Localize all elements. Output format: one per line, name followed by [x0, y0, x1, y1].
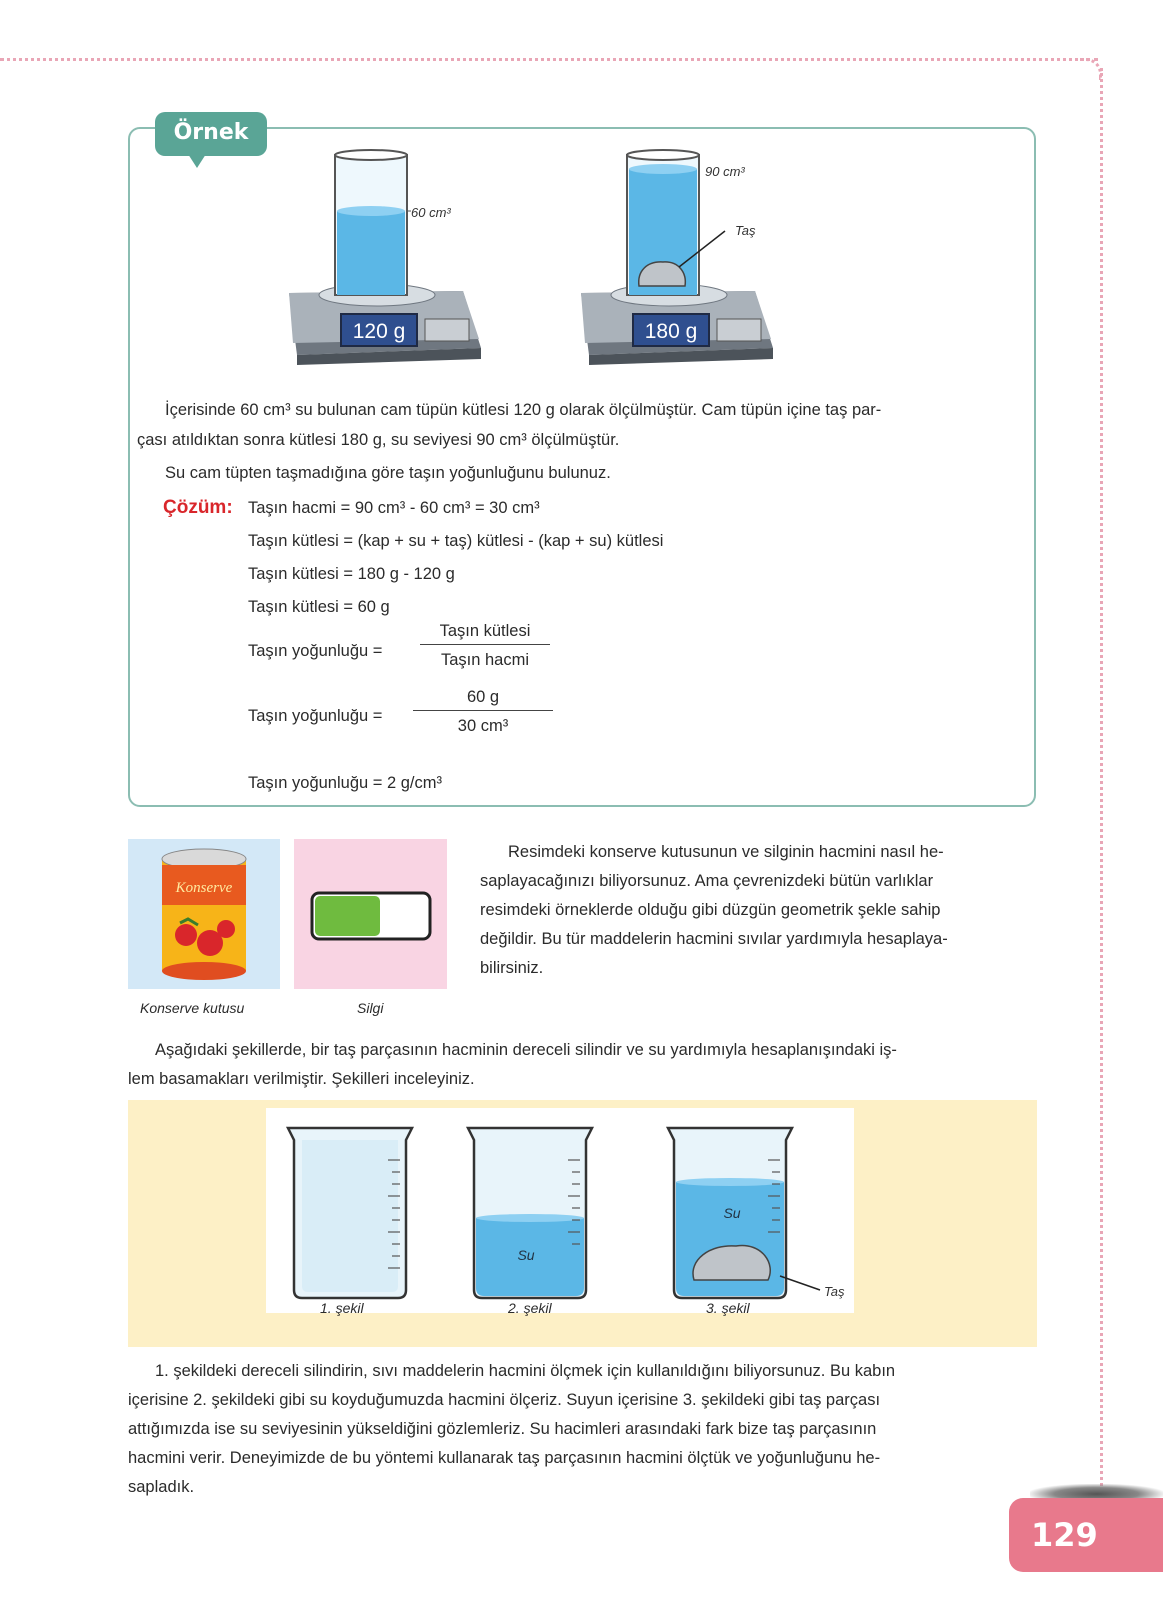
objects-paragraph-line-4: değildir. Bu tür maddelerin hacmini sıvılar yardımıyla hesaplaya- [480, 930, 948, 948]
figure-3-water-label: Su [723, 1205, 741, 1221]
page-number: 129 [1009, 1498, 1163, 1572]
scale-with-cylinder-2 [575, 143, 805, 373]
objects-paragraph-line-1: Resimdeki konserve kutusunun ve silginin hacmini nasıl he- [508, 843, 944, 861]
intro-line-1: Aşağıdaki şekillerde, bir taş parçasının hacminin dereceli silindir ve su yardımıyla hesaplanışındaki iş- [155, 1041, 897, 1059]
fraction-density-formula [420, 622, 550, 670]
page-border-right [1100, 68, 1103, 1498]
intro-line-2: lem basamakları verilmiştir. Şekilleri inceleyiniz. [128, 1070, 475, 1088]
eraser-illustration [294, 839, 447, 989]
eraser-caption: Silgi [357, 1000, 384, 1016]
beaker-figure-2 [460, 1120, 600, 1300]
page-border-corner [1080, 58, 1102, 80]
question: Su cam tüpten taşmadığına göre taşın yoğunluğunu bulunuz. [165, 464, 611, 482]
fraction-denominator: Taşın hacmi [440, 651, 530, 669]
beaker-figure-1 [280, 1120, 420, 1300]
solution-step-4: Taşın kütlesi = 60 g [248, 598, 390, 616]
figure-3-stone-label: Taş [824, 1284, 845, 1299]
conclusion-line-3: attığımızda ise su seviyesinin yükseldiğini gözlemleriz. Su hacimleri arasındaki fark bize taş parçasının [128, 1420, 877, 1438]
solution-step-3: Taşın kütlesi = 180 g - 120 g [248, 565, 455, 583]
problem-line-1: İçerisinde 60 cm³ su bulunan cam tüpün kütlesi 120 g olarak ölçülmüştür. Cam tüpün içine taş par- [165, 401, 882, 419]
solution-step-6-left: Taşın yoğunluğu = [248, 707, 383, 725]
scale1-display: 120 g [352, 320, 406, 343]
figure-2-water-label: Su [517, 1247, 535, 1263]
scale1-volume-label: 60 cm³ [411, 205, 451, 220]
page-border-top [0, 58, 1098, 61]
conclusion-line-5: sapladık. [128, 1478, 195, 1496]
can-label: Konserve [175, 880, 233, 896]
conclusion-line-4: hacmini verir. Deneyimizde de bu yöntemi kullanarak taş parçasının hacmini ölçtük ve yoğunluğunu he- [128, 1449, 881, 1467]
conclusion-line-1: 1. şekildeki dereceli silindirin, sıvı maddelerin hacmini ölçmek için kullanıldığını biliyorsunuz. Bu kabın [155, 1362, 896, 1380]
solution-step-1: Taşın hacmi = 90 cm³ - 60 cm³ = 30 cm³ [248, 499, 540, 517]
fraction-denominator: 30 cm³ [457, 717, 509, 735]
example-tag: Örnek [155, 112, 267, 156]
objects-paragraph-line-3: resimdeki örneklerde olduğu gibi düzgün geometrik şekle sahip [480, 901, 941, 919]
figure-1-caption: 1. şekil [320, 1300, 364, 1316]
conclusion-line-2: içerisine 2. şekildeki gibi su koyduğumuzda hacmini ölçeriz. Suyun içerisine 3. şekildeki gibi taş parçası [128, 1391, 881, 1409]
problem-line-2: çası atıldıktan sonra kütlesi 180 g, su seviyesi 90 cm³ ölçülmüştür. [137, 431, 620, 449]
example-tag-pointer [188, 154, 206, 168]
solution-step-7: Taşın yoğunluğu = 2 g/cm³ [248, 774, 442, 792]
objects-paragraph-line-2: saplayacağınızı biliyorsunuz. Ama çevrenizdeki bütün varlıklar [480, 872, 934, 890]
solution-label: Çözüm: [163, 497, 233, 518]
figure-2-caption: 2. şekil [508, 1300, 552, 1316]
can-illustration [128, 839, 280, 989]
solution-step-5-left: Taşın yoğunluğu = [248, 642, 383, 660]
scale-with-cylinder-1 [283, 143, 483, 373]
figure-3-caption: 3. şekil [706, 1300, 750, 1316]
can-caption: Konserve kutusu [140, 1000, 245, 1016]
fraction-numerator: Taşın kütlesi [420, 622, 550, 645]
objects-paragraph-line-5: bilirsiniz. [480, 959, 544, 977]
scale2-volume-label: 90 cm³ [705, 164, 745, 179]
beaker-figure-3 [660, 1120, 860, 1300]
scale2-display: 180 g [644, 320, 698, 343]
fraction-numerator: 60 g [413, 688, 553, 711]
fraction-density-values [413, 688, 553, 736]
solution-step-2: Taşın kütlesi = (kap + su + taş) kütlesi - (kap + su) kütlesi [248, 532, 664, 550]
scale2-stone-label: Taş [735, 223, 756, 238]
